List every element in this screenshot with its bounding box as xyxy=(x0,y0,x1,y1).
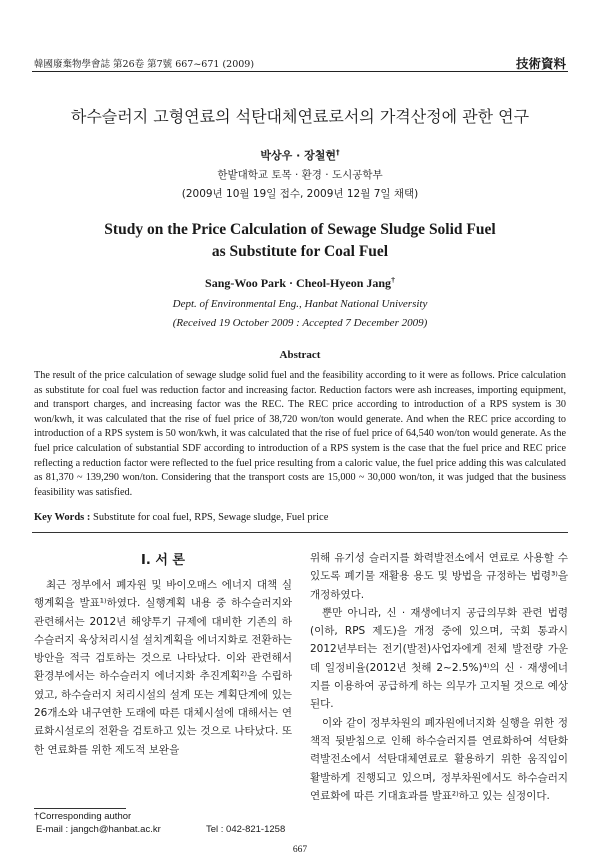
intro-paragraph-2: 위해 유기성 슬러지를 화력발전소에서 연료로 사용할 수 있도록 폐기물 재활용 용도 및 방법을 규정하는 법령³⁾을 개정하였다. xyxy=(310,552,568,601)
english-affiliation: Dept. of Environmental Eng., Hanbat National University xyxy=(172,298,428,310)
intro-paragraph-4: 이와 같이 정부차원의 폐자원에너지화 실행을 위한 정책적 뒷받침으로 인해 하수슬러지를 연료화하여 석탄화력발전소에서 석탄대체연료로 활용하기 위한 움직임이 활발하게 진행되고 있으며, 정부차원에서도 하수슬러지 연료화에 따른 기대효과를 발표²⁾하고 있는 실정이다. xyxy=(310,716,568,802)
korean-title: 하수슬러지 고형연료의 석탄대체연료로서의 가격산정에 관한 연구 xyxy=(70,107,530,126)
english-dates: (Received 19 October 2009 : Accepted 7 December 2009) xyxy=(172,317,428,329)
korean-dates: (2009년 10월 19일 접수, 2009년 12월 7일 채택) xyxy=(181,188,419,200)
left-column xyxy=(34,549,292,759)
corresponding-author: †Corresponding author xyxy=(34,811,132,822)
author-telephone: Tel : 042-821-1258 xyxy=(206,824,286,835)
journal-citation: 韓國廢棄物學會誌 第26卷 第7號 667~671 (2009) xyxy=(34,59,255,70)
korean-authors-text: 박상우 · 장철현 xyxy=(260,149,336,162)
header-rule xyxy=(32,71,568,72)
english-authors-text: Sang-Woo Park · Cheol-Hyeon Jang xyxy=(205,276,392,290)
keywords-label: Key Words : xyxy=(34,512,91,523)
english-title xyxy=(0,219,600,263)
page-number: 667 xyxy=(292,845,308,855)
right-column xyxy=(310,549,568,805)
english-title-line2: as Substitute for Coal Fuel xyxy=(211,243,389,260)
english-author-mark: † xyxy=(391,275,395,284)
intro-paragraph-3: 뿐만 아니라, 신 · 재생에너지 공급의무화 관련 법령(이하, RPS 제도)을 개정 중에 있으며, 국회 통과시 2012년부터는 전기(발전)사업자에게 전체 발전량 가운데 일정비율(2012년 첫해 2~2.5%)⁴⁾의 신 · 재생에너지를 이용하여 공급하게 하는 의무가 고지될 것으로 예상된다. xyxy=(310,606,568,711)
korean-affiliation: 한밭대학교 토목 · 환경 · 도시공학부 xyxy=(217,169,383,181)
english-title-line1: Study on the Price Calculation of Sewage Sludge Solid Fuel xyxy=(104,221,496,238)
keywords-rule xyxy=(32,532,568,533)
keywords-text: Substitute for coal fuel, RPS, Sewage sludge, Fuel price xyxy=(93,512,329,523)
abstract-body: The result of the price calculation of sewage sludge solid fuel and the feasibility according to it were as follows. Price calculation as substitute for coal fuel was reduction factor and increasing factor. Reduction factors were ash increases, importing equipment, and transport charges, and increasing factor was the REC. The REC price according to introduction of a RPS system is 30 won/kwh, it was calculated that the rise of fuel price of 38,720 won/ton would generate. And when the REC price according to introduction of a RPS system is 50 won/kwh, it was calculated that the rise of fuel price of 64,540 won/ton would generate. As the fuel price calculation of substantial SDF according to introduction of a RPS system is the case that the fuel price and REC price reflecting a reduction factor were reflected to the fuel price resulting from a caloric value, the fuel price adding this was calculated as 81,370 ~ 139,290 won/ton. Considering that the transport costs are 15,000 ~ 30,000 won/ton, it was judged that the business feasibility was satisfied. xyxy=(34,370,566,498)
intro-paragraph-1: 최근 정부에서 폐자원 및 바이오매스 에너지 대책 실행계획을 발표¹⁾하였다. 실행계획 내용 중 하수슬러지와 관련해서는 2012년 해양투기 규제에 대비한 기존의 하수슬러지 육상처리시설 설치계획을 에너지화로 전환하는 방안을 적극 검토하는 것으로 나타났다. 이와 관련해서 환경부에서는 하수슬러지 에너지화 추진계획²⁾을 수립하였고, 하수슬러지 처리시설의 설계 또는 계획단계에 있는 26개소와 내구연한 도래에 따른 대체시설에 대해서는 연료화시설로의 전환을 검토하고 있는 것으로 나타났다. 또한 연료화를 위한 제도적 보완을 xyxy=(34,579,292,756)
section-heading: I. 서 론 xyxy=(141,553,185,568)
section-label: 技術資料 xyxy=(515,56,566,71)
author-email: E-mail : jangch@hanbat.ac.kr xyxy=(36,824,161,835)
english-authors xyxy=(0,276,600,291)
abstract-heading: Abstract xyxy=(279,349,321,361)
korean-author-mark: † xyxy=(336,147,340,157)
footnote-rule xyxy=(34,808,126,809)
korean-authors xyxy=(0,147,600,163)
keywords xyxy=(34,512,566,523)
